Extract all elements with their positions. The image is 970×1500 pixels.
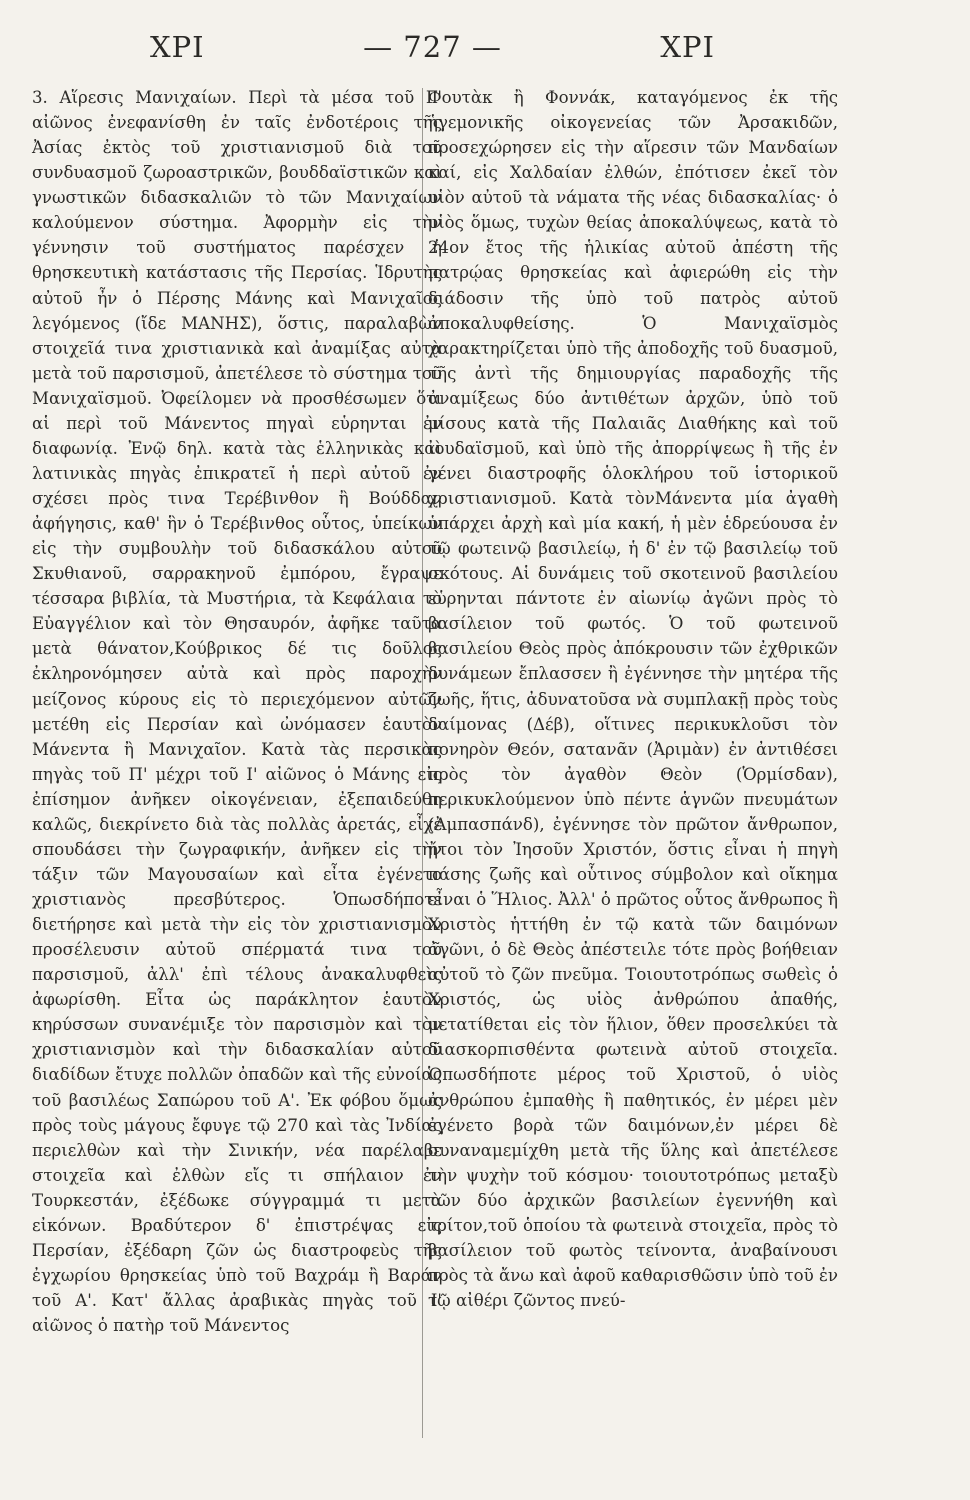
page-number: — 727 — [363, 30, 502, 64]
left-column-text: 3. Αἵρεσις Μανιχαίων. Περὶ τὰ μέσα τοῦ Γ' αἰῶνος ἐνεφανίσθη ἐν ταῖς ἐνδοτέροις τῆς Ἀσίας ἐκτὸς τοῦ χριστιανισμοῦ διὰ τοῦ συνδυασμοῦ ζωροαστρικῶν, βουδδαϊστικῶν καὶ γνωστικῶν διδασκαλιῶν τὸ τῶν Μανιχαίων καλούμενον σύστημα. Ἀφορμὴν εἰς τὴν γέννησιν τοῦ συστήματος παρέσχεν ἡ θρησκευτικὴ κατάστασις τῆς Περσίας. Ἱδρυτὴς αὐτοῦ ἦν ὁ Πέρσης Μάνης καὶ Μανιχαῖος λεγόμενος (ἴδε ΜΑΝΗΣ), ὅστις, παραλαβὼν στοιχεῖά τινα χριστιανικὰ καὶ ἀναμίξας αὐτὰ μετὰ τοῦ παρσισμοῦ, ἀπετέλεσε τὸ σύστημα τοῦ Μανιχαϊσμοῦ. Ὀφείλομεν νὰ προσθέσωμεν ὅτι αἱ περὶ τοῦ Μάνεντος πηγαὶ εὑρηνται ἐν διαφωνίᾳ. Ἐνῷ δηλ. κατὰ τὰς ἑλληνικὰς καὶ λατινικὰς πηγὰς ἐπικρατεῖ ἡ περὶ αὐτοῦ ἐν σχέσει πρὸς τινα Τερέβινθον ἢ Βούδδαν ἀφήγησις, καθ' ἣν ὁ Τερέβινθος οὗτος, ὑπείκων εἰς τὴν συμβουλὴν τοῦ διδασκάλου αὐτοῦ Σκυθιανοῦ, σαρρακηνοῦ ἐμπόρου, ἔγραψε τέσσαρα βιβλία, τὰ Μυστήρια, τὰ Κεφάλαια τὸ Εὐαγγέλιον καὶ τὸν Θησαυρόν, ἀφῆκε ταῦτα μετὰ θάνατον,Κούβρικος δέ τις δοῦλος ἐκληρονόμησεν αὐτὰ καὶ πρὸς παροχὴν μείζονος κύρους εἰς τὸ περιεχόμενον αὐτῶν μετέθη εἰς Περσίαν καὶ ὠνόμασεν ἑαυτὸν Μάνεντα ἢ Μανιχαῖον. Κατὰ τὰς περσικὰς πηγὰς τοῦ Π' μέχρι τοῦ Ι' αἰῶνος ὁ Μάνης εἰς ἐπίσημον ἀνῆκεν οἰκογένειαν, ἐξεπαιδεύθη καλῶς, διεκρίνετο διὰ τὰς πολλὰς ἀρετάς, εἶχε σπουδάσει τὴν ζωγραφικήν, ἀνῆκεν εἰς τὴν τάξιν τῶν Μαγουσαίων καὶ εἶτα ἐγένετο χριστιανὸς πρεσβύτερος. Ὁπωσδήποτε διετήρησε καὶ μετὰ τὴν εἰς τὸν χριστιανισμὸν προσέλευσιν αὐτοῦ σπέρματά τινα τοῦ παρσισμοῦ, ἀλλ' ἐπὶ τέλους ἀνακαλυφθεὶς ἀφωρίσθη. Εἶτα ὡς παράκλητον ἑαυτὸν κηρύσσων συνανέμιξε τὸν παρσισμὸν καὶ τὸν χριστιανισμὸν καὶ τὴν διδασκαλίαν αὐτοῦ διαδίδων ἔτυχε πολλῶν ὀπαδῶν καὶ τῆς εὐνοίας τοῦ βασιλέως Σαπώρου τοῦ Α'. Ἐκ φόβου ὅμως πρὸς τοὺς μάγους ἔφυγε τῷ 270 καὶ τὰς Ἰνδίας περιελθὼν καὶ τὴν Σινικήν, νέα παρέλαβε στοιχεῖα καὶ ἐλθὼν εἴς τι σπήλαιον ἐν Τουρκεστάν, ἐξέδωκε σύγγραμμά τι μετὰ εἰκόνων. Βραδύτερον δ' ἐπιστρέψας εἰς Περσίαν, ἐξέδαρη ζῶν ὡς διαστροφεὺς τῆς ἐγχωρίου θρησκείας ὑπὸ τοῦ Βαχράμ ἢ Βαράν τοῦ Α'. Κατ' ἄλλας ἀραβικὰς πηγὰς τοῦ Ι' αἰῶνος ὁ πατὴρ τοῦ Μάνεντος [32, 88, 442, 1336]
header-left-keyword: ΧΡΙ [150, 30, 205, 64]
page-header [150, 30, 715, 64]
right-column-text: Φουτὰκ ἢ Φοννάκ, καταγόμενος ἐκ τῆς ἡγεμονικῆς οἰκογενείας τῶν Ἀρσακιδῶν, προσεχώρησεν εἰς τὴν αἵρεσιν τῶν Μανδαίων καί, εἰς Χαλδαίαν ἐλθών, ἐπότισεν ἐκεῖ τὸν υἱὸν αὐτοῦ τὰ νάματα τῆς νέας διδασκαλίας· ὁ υἱὸς ὅμως, τυχὼν θείας ἀποκαλύψεως, κατὰ τὸ 24ον ἔτος τῆς ἡλικίας αὐτοῦ ἀπέστη τῆς πατρῴας θρησκείας καὶ ἀφιερώθη εἰς τὴν διάδοσιν τῆς ὑπὸ τοῦ πατρὸς αὐτοῦ ἀποκαλυφθείσης. Ὁ Μανιχαϊσμὸς χαρακτηρίζεται ὑπὸ τῆς ἀποδοχῆς τοῦ δυασμοῦ, τῆς ἀντὶ τῆς δημιουργίας παραδοχῆς τῆς ἀναμίξεως δύο ἀντιθέτων ἀρχῶν, ὑπὸ τοῦ μίσους κατὰ τῆς Παλαιᾶς Διαθήκης καὶ τοῦ ἰουδαϊσμοῦ, καὶ ὑπὸ τῆς ἀπορρίψεως ἢ τῆς ἐν γένει διαστροφῆς ὁλοκλήρου τοῦ ἱστορικοῦ χριστιανισμοῦ. Κατὰ τὸνΜάνεντα μία ἀγαθὴ ὑπάρχει ἀρχὴ καὶ μία κακή, ἡ μὲν ἑδρεύουσα ἐν τῷ φωτεινῷ βασιλείῳ, ἡ δ' ἐν τῷ βασιλείῳ τοῦ σκότους. Αἱ δυνάμεις τοῦ σκοτεινοῦ βασιλείου εὑρηνται πάντοτε ἐν αἰωνίῳ ἀγῶνι πρὸς τὸ βασίλειον τοῦ φωτός. Ὁ τοῦ φωτεινοῦ βασιλείου Θεὸς πρὸς ἀπόκρουσιν τῶν ἐχθρικῶν δυνάμεων ἔπλασσεν ἢ ἐγέννησε τὴν μητέρα τῆς ζωῆς, ἥτις, ἀδυνατοῦσα νὰ συμπλακῇ πρὸς τοὺς δαίμονας (Δέβ), οἵτινες περικυκλοῦσι τὸν πονηρὸν Θεόν, σατανᾶν (Ἀριμὰν) ἐν ἀντιθέσει πρὸς τὸν ἀγαθὸν Θεὸν (Ὁρμίσδαν), περικυκλούμενον ὑπὸ πέντε ἁγνῶν πνευμάτων (Ἀμπασπάνδ), ἐγέννησε τὸν πρῶτον ἄνθρωπον, ἤτοι τὸν Ἰησοῦν Χριστόν, ὅστις εἶναι ἡ πηγὴ πάσης ζωῆς καὶ οὗτινος σύμβολον καὶ οἴκημα εἶναι ὁ Ἥλιος. Ἀλλ' ὁ πρῶτος οὗτος ἄνθρωπος ἢ Χριστὸς ἡττήθη ἐν τῷ κατὰ τῶν δαιμόνων ἀγῶνι, ὁ δὲ Θεὸς ἀπέστειλε τότε πρὸς βοήθειαν αὐτοῦ τὸ ζῶν πνεῦμα. Τοιουτοτρόπως σωθεὶς ὁ Χριστός, ὡς υἱὸς ἀνθρώπου ἀπαθής, μετατίθεται εἰς τὸν ἥλιον, ὅθεν προσελκύει τὰ διασκορπισθέντα φωτεινὰ αὐτοῦ στοιχεῖα. Ὁπωσδήποτε μέρος τοῦ Χριστοῦ, ὁ υἱὸς ἀνθρώπου ἐμπαθὴς ἢ παθητικός, ἐν μέρει μὲν ἐγένετο βορὰ τῶν δαιμόνων,ἐν μέρει δὲ συναναμεμίχθη μετὰ τῆς ὕλης καὶ ἀπετέλεσε τὴν ψυχὴν τοῦ κόσμου· τοιουτοτρόπως μεταξὺ τῶν δύο ἀρχικῶν βασιλείων ἐγεννήθη καὶ τρίτον,τοῦ ὁποίου τὰ φωτεινὰ στοιχεῖα, πρὸς τὸ βασίλειον τοῦ φωτὸς τείνοντα, ἀναβαίνουσι πρὸς τὰ ἄνω καὶ ἀφοῦ καθαρισθῶσιν ὑπὸ τοῦ ἐν τῷ αἰθέρι ζῶντος πνεύ- [428, 88, 838, 1310]
header-right-keyword: ΧΡΙ [660, 30, 715, 64]
right-column [428, 85, 838, 1313]
left-column [32, 85, 442, 1338]
